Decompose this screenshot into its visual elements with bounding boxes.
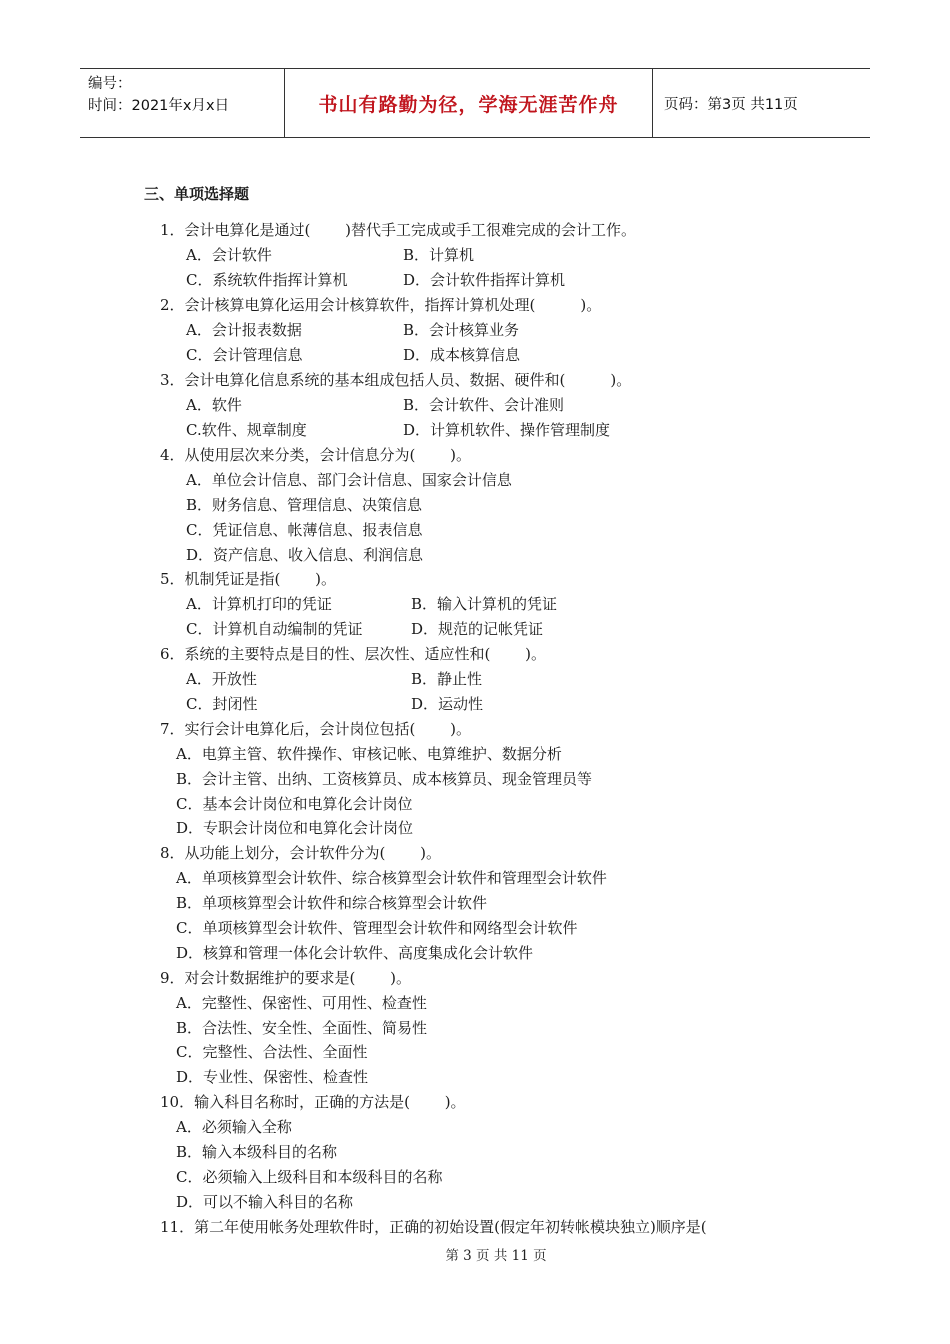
answer-option: B．会计软件、会计准则: [403, 396, 565, 414]
answer-option: A．会计报表数据: [186, 321, 302, 339]
answer-option: B．会计核算业务: [403, 321, 520, 339]
question-stem: 8．从功能上划分，会计软件分为( )。: [160, 844, 442, 862]
answer-option: D．计算机软件、操作管理制度: [403, 421, 611, 439]
answer-option: A．会计软件: [186, 246, 272, 264]
answer-option: B．静止性: [411, 670, 483, 688]
answer-option: D．规范的记帐凭证: [411, 620, 544, 638]
page-footer: 第 3 页 共 11 页: [445, 1248, 547, 1264]
answer-option: D．运动性: [411, 695, 484, 713]
page-header: [80, 68, 870, 138]
question-stem: 4．从使用层次来分类，会计信息分为( )。: [160, 446, 472, 464]
answer-option: C．封闭性: [186, 695, 258, 713]
answer-option: A．单位会计信息、部门会计信息、国家会计信息: [186, 471, 512, 489]
answer-option: B．计算机: [403, 246, 475, 264]
question-stem: 5．机制凭证是指( )。: [160, 570, 337, 588]
answer-option: C．必须输入上级科目和本级科目的名称: [176, 1168, 443, 1186]
answer-option: B．财务信息、管理信息、决策信息: [186, 496, 423, 514]
answer-option: A．必须输入全称: [176, 1118, 292, 1136]
question-stem: 6．系统的主要特点是目的性、层次性、适应性和( )。: [160, 645, 547, 663]
header-meta: [88, 73, 284, 117]
answer-option: B．会计主管、出纳、工资核算员、成本核算员、现金管理员等: [176, 770, 593, 788]
answer-option: C．凭证信息、帐薄信息、报表信息: [186, 521, 423, 539]
question-stem: 2．会计核算电算化运用会计核算软件，指挥计算机处理( )。: [160, 296, 602, 314]
answer-option: C．单项核算型会计软件、管理型会计软件和网络型会计软件: [176, 919, 578, 937]
answer-option: B．输入本级科目的名称: [176, 1143, 338, 1161]
answer-option: C．基本会计岗位和电算化会计岗位: [176, 795, 413, 813]
answer-option: D．可以不输入科目的名称: [176, 1193, 354, 1211]
question-stem: 1．会计电算化是通过( )替代手工完成或手工很难完成的会计工作。: [160, 221, 637, 239]
question-stem: 3．会计电算化信息系统的基本组成包括人员、数据、硬件和( )。: [160, 371, 632, 389]
answer-option: D．成本核算信息: [403, 346, 521, 364]
answer-option: A．电算主管、软件操作、审核记帐、电算维护、数据分析: [176, 745, 562, 763]
answer-option: C．完整性、合法性、全面性: [176, 1043, 368, 1061]
question-stem: 9．对会计数据维护的要求是( )。: [160, 969, 412, 987]
question-stem: 7．实行会计电算化后，会计岗位包括( )。: [160, 720, 472, 738]
answer-option: D．核算和管理一体化会计软件、高度集成化会计软件: [176, 944, 534, 962]
answer-option: A．完整性、保密性、可用性、检查性: [176, 994, 427, 1012]
answer-option: C．会计管理信息: [186, 346, 303, 364]
answer-option: A．软件: [186, 396, 242, 414]
question-stem: 10．输入科目名称时，正确的方法是( )。: [160, 1093, 466, 1111]
answer-option: C.软件、规章制度: [186, 421, 307, 439]
answer-option: C．计算机自动编制的凭证: [186, 620, 363, 638]
answer-option: D．专业性、保密性、检查性: [176, 1068, 369, 1086]
answer-option: B．单项核算型会计软件和综合核算型会计软件: [176, 894, 488, 912]
answer-option: A．计算机打印的凭证: [186, 595, 332, 613]
header-page-info: 页码：第3页 共11页: [664, 96, 798, 113]
answer-option: A．开放性: [186, 670, 257, 688]
section-title: 三、单项选择题: [144, 185, 250, 203]
answer-option: B．合法性、安全性、全面性、简易性: [176, 1019, 428, 1037]
header-divider: [652, 69, 653, 137]
answer-option: D．专职会计岗位和电算化会计岗位: [176, 819, 414, 837]
question-stem: 11．第二年使用帐务处理软件时，正确的初始设置(假定年初转帐模块独立)顺序是(: [160, 1218, 707, 1236]
answer-option: A．单项核算型会计软件、综合核算型会计软件和管理型会计软件: [176, 869, 607, 887]
document-time-label: 时间：2021年x月x日: [88, 98, 230, 114]
answer-option: B．输入计算机的凭证: [411, 595, 558, 613]
answer-option: D．会计软件指挥计算机: [403, 271, 566, 289]
answer-option: C．系统软件指挥计算机: [186, 271, 348, 289]
document-number-label: 编号：: [88, 76, 132, 92]
answer-option: D．资产信息、收入信息、利润信息: [186, 546, 424, 564]
header-motto: 书山有路勤为径，学海无涯苦作舟: [318, 93, 619, 116]
